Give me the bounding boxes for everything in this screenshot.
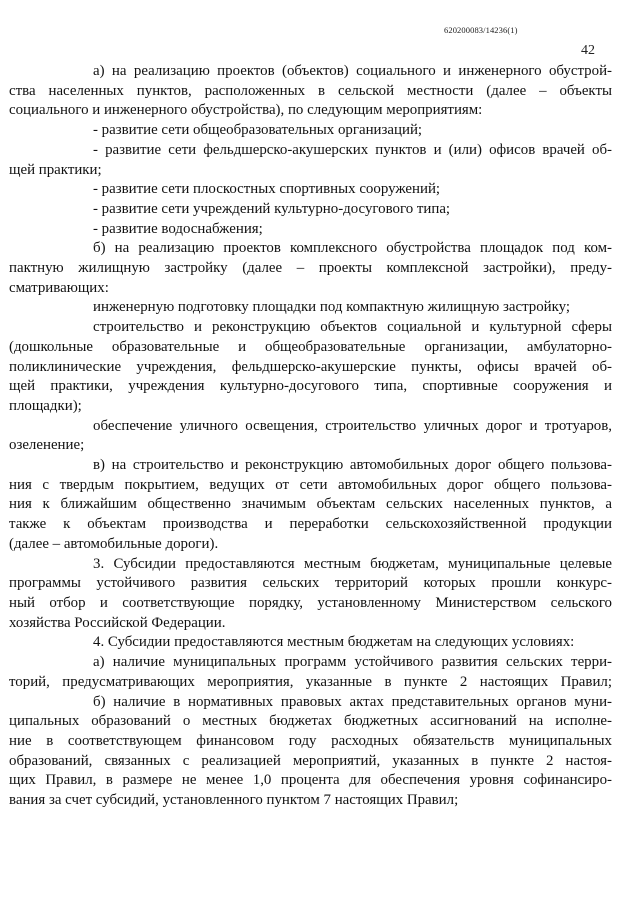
- text-line: озеленение;: [9, 437, 85, 454]
- text-line: поликлинические учреждения, фельдшерско-акушерские пункты, офисы врачей об-: [9, 358, 612, 375]
- text-line: ства населенных пунктов, расположенных в сельской местности (далее – объекты: [9, 82, 612, 99]
- text-line: б) на реализацию проектов комплексного обустройства площадок под ком-: [93, 240, 612, 257]
- text-line: программы устойчивого развития сельских территорий которых прошли конкурс-: [9, 575, 612, 592]
- text-line: ципальных образований о местных бюджетах бюджетных ассигнований на исполне-: [9, 713, 612, 730]
- text-line: площадки);: [9, 397, 82, 414]
- document-body: [9, 62, 612, 811]
- text-line: хозяйства Российской Федерации.: [9, 614, 226, 631]
- page-number: 42: [581, 43, 595, 58]
- text-line: а) на реализацию проектов (объектов) социального и инженерного обустрой-: [93, 63, 612, 79]
- text-line: ние в соответствующем финансовом году расходных обязательств муниципальных: [9, 732, 612, 749]
- text-line: щих Правил, в размере не менее 1,0 процента для обеспечения уровня софинансиро-: [9, 772, 612, 789]
- text-line: ный отбор и соответствующие порядку, установленному Министерством сельского: [9, 594, 612, 611]
- text-line: ния с твердым покрытием, ведущих от сети автомобильных дорог общего пользова-: [9, 476, 612, 493]
- text-line: строительство и реконструкцию объектов социальной и культурной сферы: [93, 319, 612, 336]
- text-line: (далее – автомобильные дороги).: [9, 535, 219, 552]
- text-line: щей практики, учреждения культурно-досугового типа, спортивные сооружения и: [9, 378, 612, 395]
- text-line: вания за счет субсидий, установленного пунктом 7 настоящих Правил;: [9, 792, 459, 809]
- text-line: социального и инженерного обустройства), по следующим мероприятиям:: [9, 102, 483, 119]
- text-line: ния к ближайшим общественно значимым объектам сельских населенных пунктов, а: [9, 496, 612, 513]
- text-line: - развитие водоснабжения;: [93, 220, 263, 237]
- text-line: пактную жилищную застройку (далее – проекты комплексной застройки), преду-: [9, 260, 612, 277]
- text-line: б) наличие в нормативных правовых актах представительных органов муни-: [93, 693, 612, 710]
- text-line: а) наличие муниципальных программ устойчивого развития сельских терри-: [93, 654, 612, 671]
- text-line: - развитие сети фельдшерско-акушерских пунктов и (или) офисов врачей об-: [93, 141, 612, 158]
- text-line: обеспечение уличного освещения, строительство уличных дорог и тротуаров,: [93, 417, 612, 434]
- text-line: инженерную подготовку площадки под компактную жилищную застройку;: [93, 299, 571, 316]
- text-line: сматривающих:: [9, 279, 109, 296]
- text-line: в) на строительство и реконструкцию автомобильных дорог общего пользова-: [93, 457, 612, 474]
- text-line: - развитие сети общеобразовательных организаций;: [93, 122, 423, 139]
- document-code: 620200083/14236(1): [444, 25, 518, 35]
- text-line: образований, связанных с реализацией мероприятий, указанных в пункте 2 настоя-: [9, 752, 612, 769]
- text-line: щей практики;: [9, 161, 102, 178]
- text-line: 3. Субсидии предоставляются местным бюджетам, муниципальные целевые: [93, 555, 612, 572]
- text-line: - развитие сети плоскостных спортивных сооружений;: [93, 181, 441, 198]
- text-line: (дошкольные образовательные и общеобразовательные организации, амбулаторно-: [9, 338, 612, 355]
- text-line: также к объектам производства и переработки сельскохозяйственной продукции: [9, 516, 612, 533]
- text-line: торий, предусматривающих мероприятия, указанные в пункте 2 настоящих Правил;: [9, 673, 612, 690]
- text-line: - развитие сети учреждений культурно-досугового типа;: [93, 200, 451, 217]
- text-line: 4. Субсидии предоставляются местным бюджетам на следующих условиях:: [93, 634, 575, 651]
